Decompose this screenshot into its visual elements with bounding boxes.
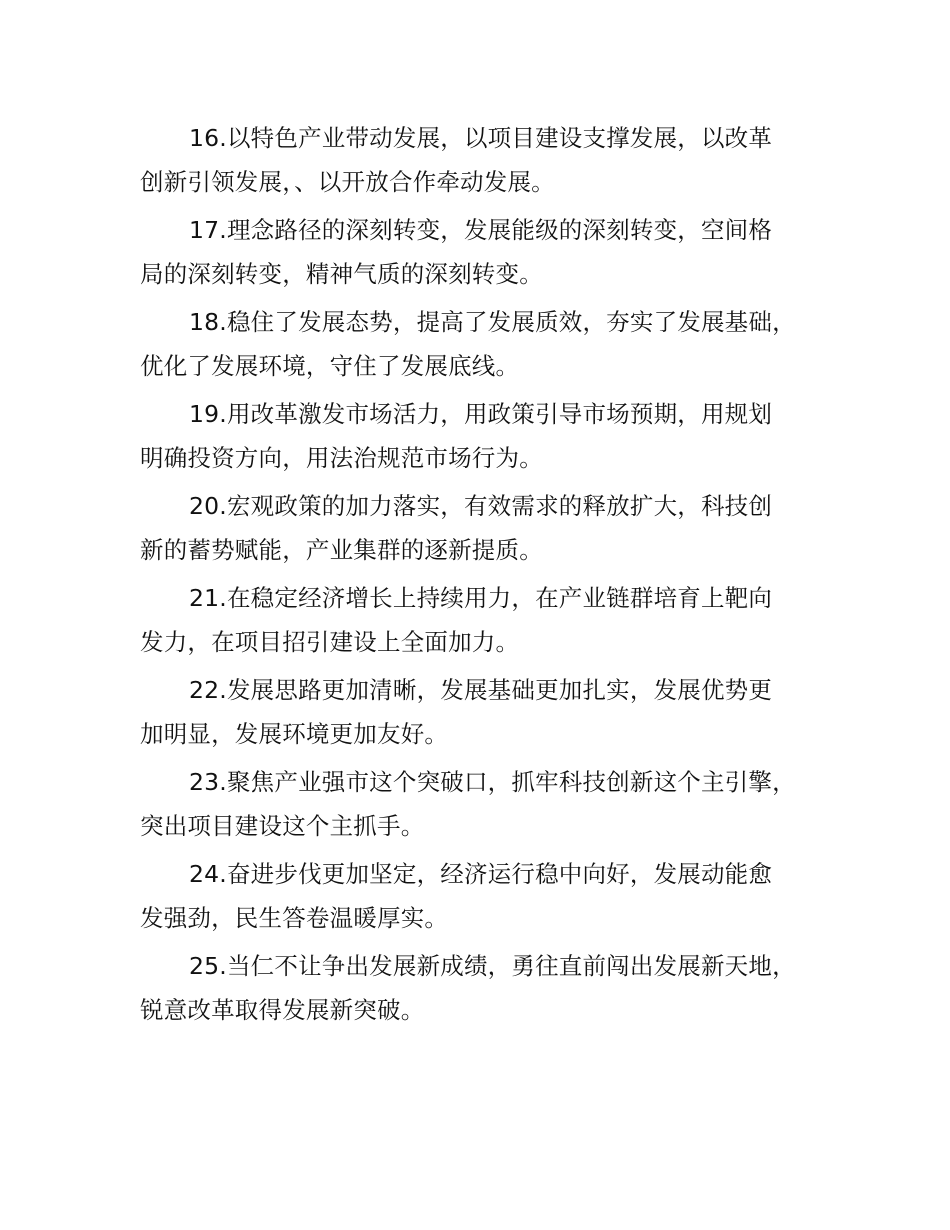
paragraph-line: 16.以特色产业带动发展，以项目建设支撑发展，以改革 — [189, 124, 773, 152]
paragraph-line: 优化了发展环境，守住了发展底线。 — [140, 352, 520, 380]
paragraph-line: 明确投资方向，用法治规范市场行为。 — [140, 444, 543, 472]
paragraph-line: 新的蓄势赋能，产业集群的逐新提质。 — [140, 536, 543, 564]
paragraph-line: 局的深刻转变，精神气质的深刻转变。 — [140, 260, 543, 288]
paragraph-line: 21.在稳定经济增长上持续用力，在产业链群培育上靶向 — [189, 584, 773, 612]
document-body — [140, 116, 840, 1036]
paragraph-line: 发强劲，民生答卷温暖厚实。 — [140, 904, 449, 932]
paragraph-25 — [140, 944, 840, 1032]
paragraph-line: 24.奋进步伐更加坚定，经济运行稳中向好，发展动能愈 — [189, 860, 773, 888]
paragraph-line: 19.用改革激发市场活力，用政策引导市场预期，用规划 — [189, 400, 773, 428]
paragraph-23 — [140, 760, 840, 848]
paragraph-16 — [140, 116, 840, 204]
paragraph-24 — [140, 852, 840, 940]
paragraph-line: 18.稳住了发展态势，提高了发展质效，夯实了发展基础， — [189, 308, 796, 336]
paragraph-19 — [140, 392, 840, 480]
paragraph-21 — [140, 576, 840, 664]
paragraph-20 — [140, 484, 840, 572]
paragraph-line: 发力，在项目招引建设上全面加力。 — [140, 628, 520, 656]
paragraph-line: 22.发展思路更加清晰，发展基础更加扎实，发展优势更 — [189, 676, 773, 704]
paragraph-line: 20.宏观政策的加力落实，有效需求的释放扩大，科技创 — [189, 492, 773, 520]
paragraph-18 — [140, 300, 840, 388]
paragraph-line: 加明显，发展环境更加友好。 — [140, 720, 449, 748]
paragraph-17 — [140, 208, 840, 296]
paragraph-line: 锐意改革取得发展新突破。 — [140, 996, 425, 1024]
paragraph-line: 突出项目建设这个主抓手。 — [140, 812, 425, 840]
paragraph-line: 17.理念路径的深刻转变，发展能级的深刻转变，空间格 — [189, 216, 773, 244]
paragraph-line: 23.聚焦产业强市这个突破口，抓牢科技创新这个主引擎， — [189, 768, 796, 796]
paragraph-line: 创新引领发展，、以开放合作牵动发展。 — [140, 168, 555, 196]
paragraph-line: 25.当仁不让争出发展新成绩，勇往直前闯出发展新天地， — [189, 952, 796, 980]
paragraph-22 — [140, 668, 840, 756]
